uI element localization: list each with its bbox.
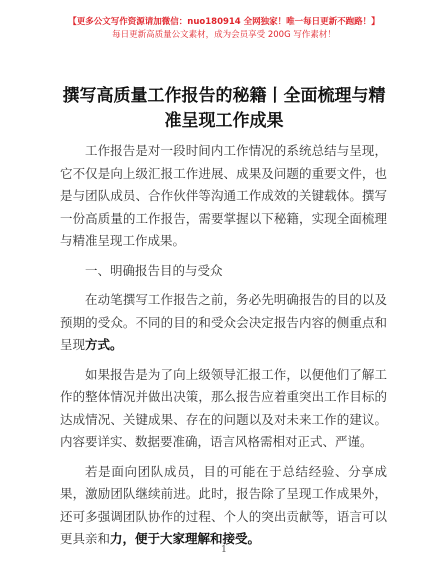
- promo-banner-line-2: 每日更新高质量公文素材，成为会员享受 200G 写作素材！: [112, 30, 336, 40]
- paragraph-team-text: 若是面向团队成员，目的可能在于总结经验、分享成果，激励团队继续前进。此时，报告除了呈现工作成果外，还可多强调团队协作的过程、个人的突出贡献等，语言可以更具亲和: [60, 463, 387, 546]
- page-number: 1: [221, 545, 227, 555]
- section-heading-purpose: 一、明确报告目的与受众: [85, 262, 223, 278]
- promo-banner: [0, 16, 448, 42]
- document-body: [60, 140, 387, 558]
- paragraph-team-bold: 力，便于大家理解和接受。: [110, 531, 261, 546]
- paragraph-purpose-text: 在动笔撰写工作报告之前，务必先明确报告的目的以及预期的受众。不同的目的和受众会决定报告内容的侧重点和呈现: [60, 292, 387, 352]
- intro-paragraph: 工作报告是对一段时间内工作情况的系统总结与呈现，它不仅是向上级汇报工作进展、成果及问题的重要文件，也是与团队成员、合作伙伴等沟通工作成效的关键载体。撰写一份高质量的工作报告，需要掌握以下秘籍，实现全面梳理与精准呈现工作成果。: [60, 143, 387, 248]
- promo-banner-line-1: 【更多公文写作资源请加微信：nuo180914 全网独家！唯一每日更新不跑路！】: [68, 17, 380, 27]
- paragraph-purpose-bold: 方式。: [85, 337, 123, 352]
- document-title: 撰写高质量工作报告的秘籍丨全面梳理与精准呈现工作成果: [62, 86, 386, 131]
- paragraph-leadership: 如果报告是为了向上级领导汇报工作，以便他们了解工作的整体情况并做出决策，那么报告应着重突出工作目标的达成情况、关键成果、存在的问题以及对未来工作的建议。内容要详实、数据要准确，语言风格需相对正式、严谨。: [60, 366, 387, 449]
- paragraph-purpose: [60, 289, 387, 357]
- paragraph-team: [60, 461, 387, 551]
